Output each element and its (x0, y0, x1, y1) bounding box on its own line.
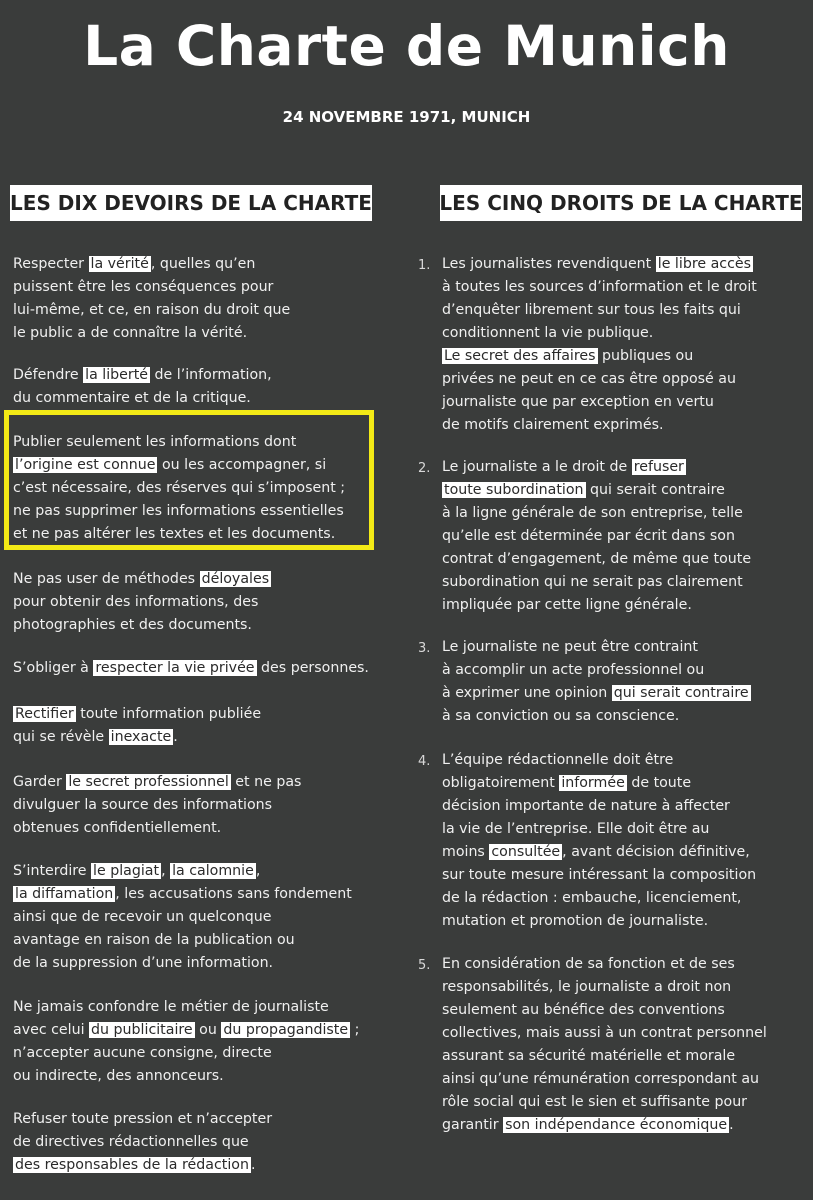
text-line: avantage en raison de la publication ou (13, 932, 295, 948)
text-line: Les journalistes revendiquent le libre accès (442, 256, 751, 272)
highlighted-term: le secret professionnel (68, 774, 229, 790)
text-line: moins consultée , avant décision définitive, (442, 844, 750, 860)
highlighted-term: la calomnie (172, 863, 254, 879)
text-line: ou indirecte, des annonceurs. (13, 1068, 224, 1084)
highlighted-term: toute subordination (444, 482, 584, 498)
text-line: à exprimer une opinion qui serait contraire (442, 685, 749, 701)
text-line: ainsi que de recevoir un quelconque (13, 909, 272, 925)
droit-number: 1. (418, 258, 431, 273)
text-line: à sa conviction ou sa conscience. (442, 708, 680, 724)
text-line: garantir son indépendance économique . (442, 1117, 734, 1133)
text-line: assurant sa sécurité matérielle et morale (442, 1048, 736, 1064)
text-line: Publier seulement les informations dont (13, 434, 297, 450)
text-line: Garder le secret professionnel et ne pas (13, 774, 302, 790)
text-line: rôle social qui est le sien et suffisante pour (442, 1094, 748, 1110)
highlighted-term: Rectifier (15, 706, 74, 722)
highlighted-term: Le secret des affaires (444, 348, 596, 364)
text-line: ainsi qu’une rémunération correspondant au (442, 1071, 760, 1087)
text-line: des responsables de la rédaction . (15, 1157, 256, 1173)
text-line: Ne pas user de méthodes déloyales (13, 571, 270, 587)
text-line: Ne jamais confondre le métier de journaliste (13, 999, 329, 1015)
text-line: de directives rédactionnelles que (13, 1134, 249, 1150)
text-line: à la ligne générale de son entreprise, telle (442, 505, 743, 521)
text-line: subordination qui ne serait pas clairement (442, 574, 743, 590)
highlighted-term: qui serait contraire (613, 685, 749, 701)
devoirs-header: LES DIX DEVOIRS DE LA CHARTE (10, 185, 372, 221)
text-line: de la suppression d’une information. (13, 955, 274, 971)
text-line: Défendre la liberté de l’information, (13, 367, 272, 383)
text-line: qu’elle est déterminée par écrit dans son (442, 528, 735, 544)
text-line: Le journaliste ne peut être contraint (442, 639, 698, 655)
text-line: obligatoirement informée de toute (442, 775, 692, 791)
text-line: impliquée par cette ligne générale. (442, 597, 692, 613)
highlighted-term: inexacte (110, 729, 172, 745)
highlighted-term: du publicitaire (91, 1022, 193, 1038)
text-line: Rectifier toute information publiée (15, 706, 262, 722)
text-line: et ne pas altérer les textes et les documents. (13, 526, 336, 542)
droit-number: 4. (418, 754, 431, 769)
highlighted-term: le plagiat (93, 863, 160, 879)
text-line: n’accepter aucune consigne, directe (13, 1045, 272, 1061)
text-line: photographies et des documents. (13, 617, 252, 633)
highlighted-term: du propagandiste (223, 1022, 349, 1038)
text-line: responsabilités, le journaliste a droit non (442, 979, 732, 995)
text-line: L’équipe rédactionnelle doit être (442, 752, 674, 768)
text-line: Le secret des affaires publiques ou (444, 348, 694, 364)
highlighted-term: des responsables de la rédaction (15, 1157, 249, 1173)
text-line: décision importante de nature à affecter (442, 798, 730, 814)
text-line: la diffamation , les accusations sans fondement (15, 886, 352, 902)
droits-list (418, 0, 808, 1200)
text-line: Le journaliste a le droit de refuser (442, 459, 684, 475)
droits-header: LES CINQ DROITS DE LA CHARTE (440, 185, 802, 221)
text-line: lui-même, et ce, en raison du droit que (13, 302, 291, 318)
droit-number: 2. (418, 461, 431, 476)
text-line: sur toute mesure intéressant la composition (442, 867, 757, 883)
text-line: de motifs clairement exprimés. (442, 417, 664, 433)
highlighted-term: respecter la vie privée (95, 660, 255, 676)
text-line: collectives, mais aussi à un contrat personnel (442, 1025, 767, 1041)
page-title: La Charte de Munich (83, 14, 730, 78)
text-line: c’est nécessaire, des réserves qui s’imposent ; (13, 480, 346, 496)
text-line: de la rédaction : embauche, licenciement, (442, 890, 742, 906)
highlighted-term: refuser (633, 459, 684, 475)
text-line: pour obtenir des informations, des (13, 594, 259, 610)
text-line: qui se révèle inexacte . (13, 729, 178, 745)
highlighted-term: consultée (491, 844, 561, 860)
text-line: mutation et promotion de journaliste. (442, 913, 709, 929)
highlighted-term: l’origine est connue (15, 457, 156, 473)
highlighted-term: le libre accès (657, 256, 751, 272)
text-line: S’obliger à respecter la vie privée des personnes. (13, 660, 369, 676)
text-line: à toutes les sources d’information et le droit (442, 279, 757, 295)
highlighted-term: la liberté (85, 367, 149, 383)
text-line: toute subordination qui serait contraire (444, 482, 725, 498)
text-line: conditionnent la vie publique. (442, 325, 654, 341)
text-line: privées ne peut en ce cas être opposé au (442, 371, 736, 387)
highlighted-term: la vérité (90, 256, 149, 272)
text-line: à accomplir un acte professionnel ou (442, 662, 705, 678)
text-line: l’origine est connue ou les accompagner, si (15, 457, 327, 473)
text-line: avec celui du publicitaire ou du propagandiste ; (13, 1022, 360, 1038)
text-line: le public a de connaître la vérité. (13, 325, 248, 341)
text-line: la vie de l’entreprise. Elle doit être au (442, 821, 710, 837)
page-subtitle: 24 NOVEMBRE 1971, MUNICH (282, 108, 531, 126)
text-line: contrat d’engagement, de même que toute (442, 551, 752, 567)
text-line: du commentaire et de la critique. (13, 390, 251, 406)
highlighted-term: son indépendance économique (505, 1117, 728, 1133)
devoirs-list (13, 0, 383, 1200)
highlighted-term: informée (561, 775, 625, 791)
text-line: journaliste que par exception en vertu (442, 394, 714, 410)
text-line: puissent être les conséquences pour (13, 279, 274, 295)
text-line: divulguer la source des informations (13, 797, 273, 813)
droit-number: 3. (418, 641, 431, 656)
text-line: d’enquêter librement sur tous les faits qui (442, 302, 741, 318)
highlighted-term: la diffamation (15, 886, 114, 902)
text-line: ne pas supprimer les informations essentielles (13, 503, 344, 519)
highlighted-term: déloyales (201, 571, 270, 587)
text-line: obtenues confidentiellement. (13, 820, 222, 836)
text-line: Refuser toute pression et n’accepter (13, 1111, 273, 1127)
text-line: Respecter la vérité , quelles qu’en (13, 256, 256, 272)
text-line: S’interdire le plagiat , la calomnie , (13, 863, 261, 879)
droit-number: 5. (418, 958, 431, 973)
text-line: En considération de sa fonction et de ses (442, 956, 735, 972)
text-line: seulement au bénéfice des conventions (442, 1002, 725, 1018)
